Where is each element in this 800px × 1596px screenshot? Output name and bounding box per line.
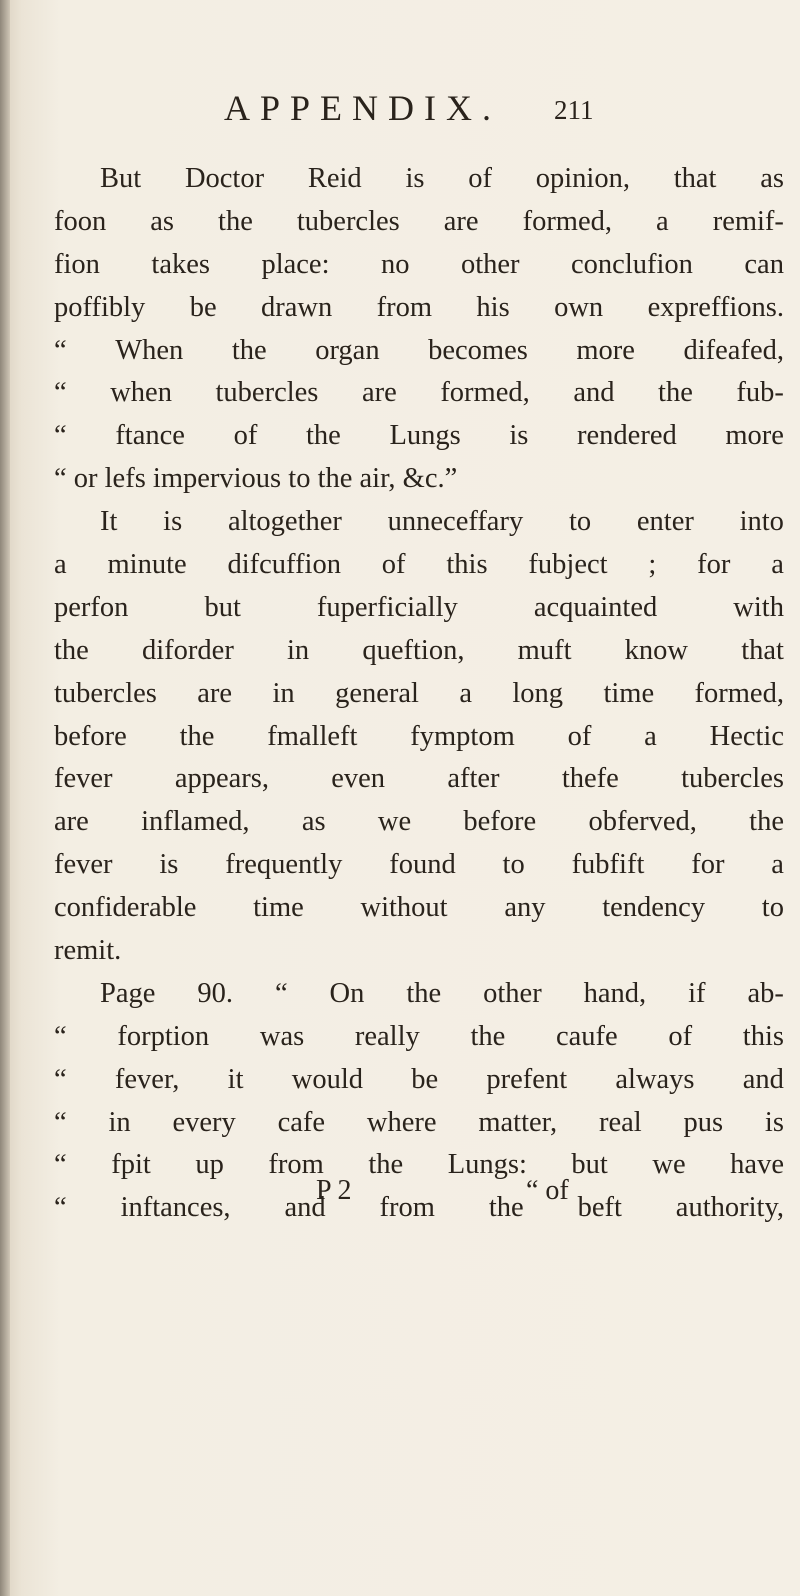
binding-edge <box>0 0 10 1596</box>
text-line: foon as the tubercles are formed, a remif- <box>54 205 784 237</box>
text-line: a minute difcuffion of this fubject ; for a <box>54 549 784 581</box>
catchword: “ of <box>526 1175 569 1206</box>
body-text <box>54 158 784 1230</box>
text-line: Page 90. “ On the other hand, if ab- <box>100 977 784 1009</box>
text-line: remit. <box>54 935 122 967</box>
text-line: confiderable time without any tendency to <box>54 892 784 924</box>
running-title: APPENDIX. <box>224 88 502 128</box>
text-line: “ When the organ becomes more difeafed, <box>54 334 784 366</box>
text-line: before the fmalleft fymptom of a Hectic <box>54 720 784 752</box>
text-line: fever is frequently found to fubfift for a <box>54 849 784 881</box>
text-line: “ inftances, and from the beft authority, <box>54 1192 784 1224</box>
text-line: It is altogether unneceffary to enter into <box>100 506 784 538</box>
text-line: perfon but fuperficially acquainted with <box>54 591 784 623</box>
text-line: “ forption was really the caufe of this <box>54 1020 784 1052</box>
page-number: 211 <box>554 95 594 125</box>
text-line: But Doctor Reid is of opinion, that as <box>100 163 784 194</box>
page-header <box>224 88 784 128</box>
text-line: “ when tubercles are formed, and the fub- <box>54 377 784 409</box>
text-line: the diforder in queftion, muft know that <box>54 634 784 666</box>
text-line: poffibly be drawn from his own expreffions. <box>54 291 784 323</box>
text-line: “ ftance of the Lungs is rendered more <box>54 420 784 452</box>
text-line: “ fpit up from the Lungs: but we have <box>54 1149 784 1181</box>
text-line: “ in every cafe where matter, real pus is <box>54 1106 784 1138</box>
text-line: “ or lefs impervious to the air, &c.” <box>54 463 458 495</box>
text-line: “ fever, it would be prefent always and <box>54 1063 784 1095</box>
text-line: tubercles are in general a long time formed, <box>54 677 784 709</box>
page-footer <box>316 1170 676 1212</box>
signature-mark: P 2 <box>316 1175 352 1206</box>
text-line: are inflamed, as we before obferved, the <box>54 806 784 838</box>
text-line: fion takes place: no other conclufion can <box>54 248 784 280</box>
text-line: fever appears, even after thefe tubercles <box>54 763 784 795</box>
